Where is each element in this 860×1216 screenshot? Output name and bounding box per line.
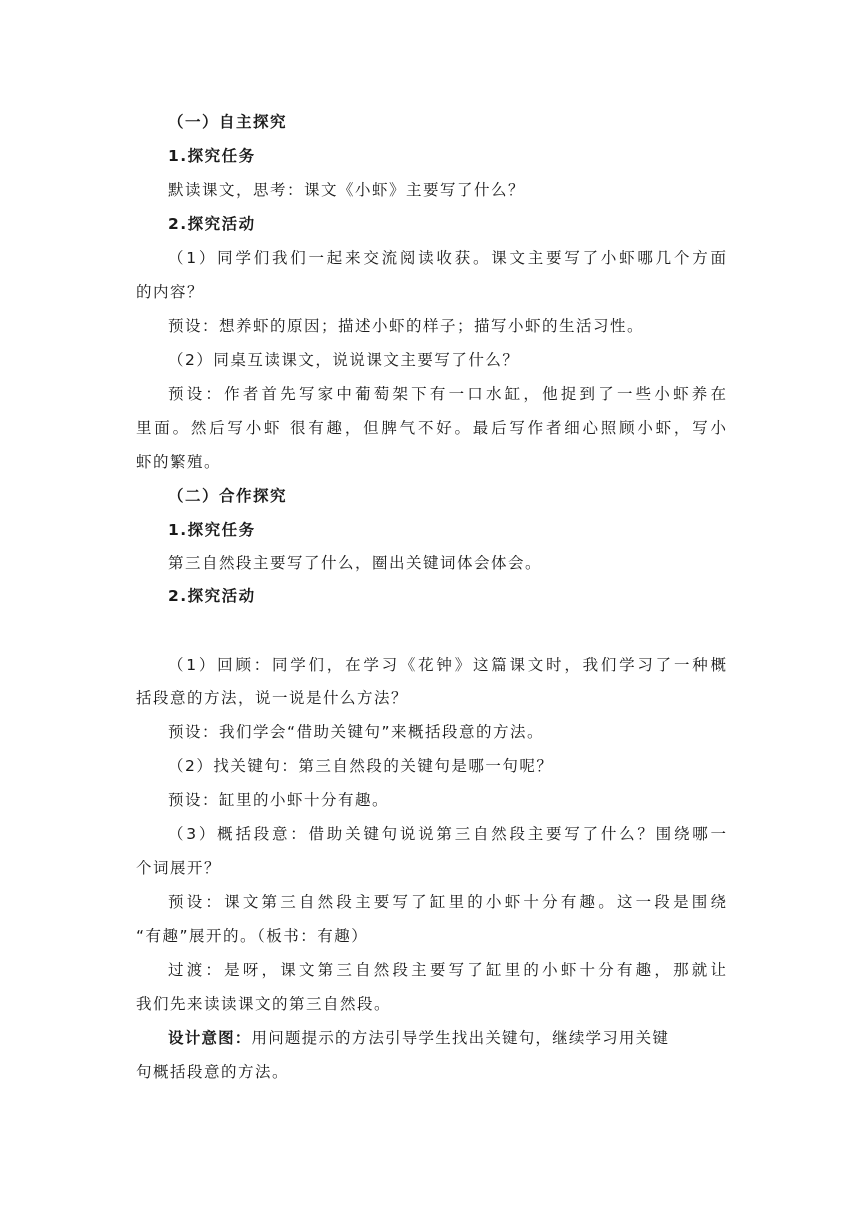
design-intent-text: 用问题提示的方法引导学生找出关键句，继续学习用关键 bbox=[251, 1029, 670, 1047]
section-heading-1: （一）自主探究 bbox=[168, 113, 288, 131]
task-text-1: 默读课文，思考：课文《小虾》主要写了什么？ bbox=[168, 181, 526, 199]
section-heading-2: （二）合作探究 bbox=[168, 487, 288, 505]
design-intent-line-2: 句概括段意的方法。 bbox=[136, 1063, 290, 1081]
answer-3: 预设：我们学会“借助关键句”来概括段意的方法。 bbox=[168, 723, 545, 741]
answer-2-line-3: 虾的繁殖。 bbox=[136, 453, 222, 471]
transition-line-2: 我们先来读读课文的第三自然段。 bbox=[136, 995, 392, 1013]
design-intent-label: 设计意图： bbox=[168, 1029, 252, 1047]
answer-2-line-2: 里面。然后写小虾 很有趣，但脾气不好。最后写作者细心照顾小虾，写小 bbox=[136, 419, 726, 437]
question-3-line-2: 括段意的方法，说一说是什么方法？ bbox=[136, 689, 409, 707]
activity-heading-2: 2.探究活动 bbox=[168, 587, 256, 605]
task-heading-2: 1.探究任务 bbox=[168, 521, 256, 539]
question-5-line-2: 个词展开？ bbox=[136, 859, 222, 877]
answer-5-line-1: 预设：课文第三自然段主要写了缸里的小虾十分有趣。这一段是围绕 bbox=[168, 893, 726, 911]
question-1-line-1: （1）同学们我们一起来交流阅读收获。课文主要写了小虾哪几个方面 bbox=[168, 249, 726, 267]
question-2: （2）同桌互读课文，说说课文主要写了什么？ bbox=[168, 351, 520, 369]
activity-heading-1: 2.探究活动 bbox=[168, 215, 256, 233]
question-3-line-1: （1）回顾：同学们，在学习《花钟》这篇课文时，我们学习了一种概 bbox=[168, 656, 726, 674]
answer-5-line-2: “有趣”展开的。（板书：有趣） bbox=[136, 927, 369, 945]
answer-1: 预设：想养虾的原因；描述小虾的样子；描写小虾的生活习性。 bbox=[168, 317, 645, 335]
answer-4: 预设：缸里的小虾十分有趣。 bbox=[168, 791, 390, 809]
task-text-2: 第三自然段主要写了什么，圈出关键词体会体会。 bbox=[168, 554, 543, 572]
design-intent-line-1 bbox=[168, 1028, 726, 1048]
question-1-line-2: 的内容？ bbox=[136, 283, 205, 301]
transition-line-1: 过渡：是呀，课文第三自然段主要写了缸里的小虾十分有趣，那就让 bbox=[168, 961, 726, 979]
question-4: （2）找关键句：第三自然段的关键句是哪一句呢？ bbox=[168, 757, 554, 775]
answer-2-line-1: 预设：作者首先写家中葡萄架下有一口水缸，他捉到了一些小虾养在 bbox=[168, 385, 726, 403]
question-5-line-1: （3）概括段意：借助关键句说说第三自然段主要写了什么？围绕哪一 bbox=[168, 825, 726, 843]
task-heading-1: 1.探究任务 bbox=[168, 147, 256, 165]
